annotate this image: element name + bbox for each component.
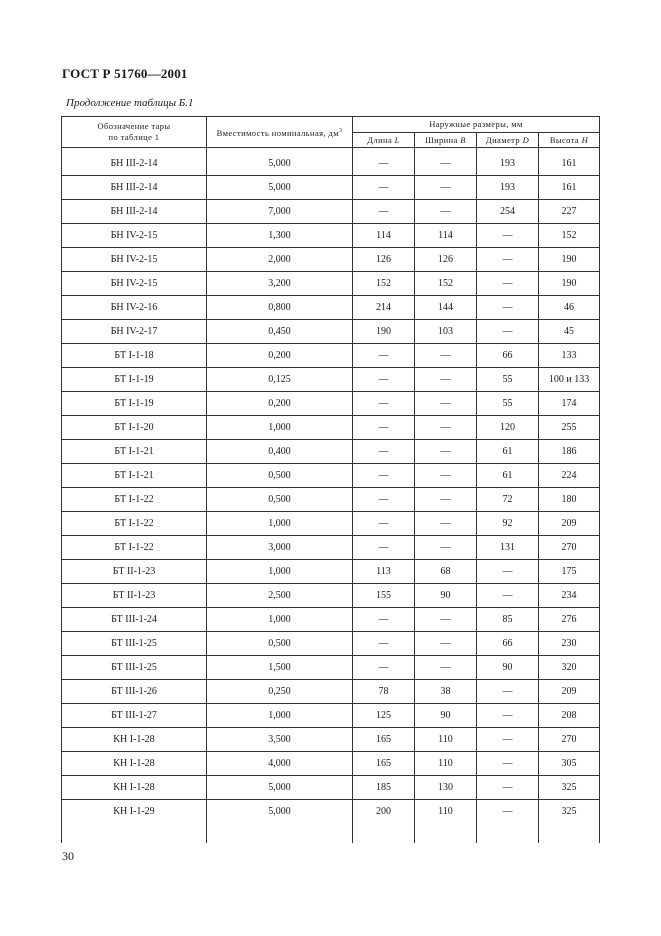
cell-length: 155 [353, 584, 415, 608]
cell-designation: БН IV-2-15 [62, 272, 207, 296]
cell-diameter: 61 [477, 440, 539, 464]
cell-designation: КН I-1-28 [62, 728, 207, 752]
cell-capacity: 1,000 [207, 704, 353, 728]
cell-designation: БТ III-1-27 [62, 704, 207, 728]
cell-designation: БН III-2-14 [62, 152, 207, 176]
cell-designation: БТ I-1-19 [62, 368, 207, 392]
header-width: Ширина B [415, 133, 477, 148]
cell-designation: БТ I-1-22 [62, 512, 207, 536]
cell-width: 130 [415, 776, 477, 800]
cell-capacity: 0,125 [207, 368, 353, 392]
cell-height: 255 [539, 416, 600, 440]
cell-height: 190 [539, 272, 600, 296]
cell-height: 161 [539, 176, 600, 200]
cell-designation: БН IV-2-15 [62, 248, 207, 272]
cell-height: 152 [539, 224, 600, 248]
cell-length: — [353, 632, 415, 656]
cell-width: 110 [415, 800, 477, 824]
header-outer-dimensions: Наружные размеры, мм [353, 117, 600, 133]
cell-height: 174 [539, 392, 600, 416]
cell-capacity: 0,200 [207, 392, 353, 416]
cell-height: 180 [539, 488, 600, 512]
cell-designation: БТ I-1-18 [62, 344, 207, 368]
cell-width: 110 [415, 752, 477, 776]
cell-diameter: — [477, 680, 539, 704]
cell-width: 126 [415, 248, 477, 272]
cell-length: 214 [353, 296, 415, 320]
cell-diameter: — [477, 296, 539, 320]
cell-width: 90 [415, 704, 477, 728]
cell-height: 175 [539, 560, 600, 584]
cell-designation: БН IV-2-16 [62, 296, 207, 320]
cell-length: 200 [353, 800, 415, 824]
cell-length: — [353, 368, 415, 392]
cell-width: 152 [415, 272, 477, 296]
cell-diameter: — [477, 320, 539, 344]
header-capacity-label: Вместимость номинальная, дм [216, 127, 340, 138]
cell-capacity: 0,500 [207, 632, 353, 656]
cell-height: 209 [539, 680, 600, 704]
cell-width: — [415, 512, 477, 536]
cell-diameter: — [477, 248, 539, 272]
document-code: ГОСТ Р 51760—2001 [62, 66, 188, 81]
cell-diameter: — [477, 272, 539, 296]
cell-height: 270 [539, 728, 600, 752]
cell-designation: КН I-1-29 [62, 800, 207, 824]
tail-cell [207, 823, 353, 843]
table-row [62, 296, 600, 320]
cell-height: 325 [539, 776, 600, 800]
header-height: Высота H [539, 133, 600, 148]
cell-height: 45 [539, 320, 600, 344]
cell-diameter: — [477, 800, 539, 824]
cell-length: — [353, 392, 415, 416]
cell-diameter: — [477, 728, 539, 752]
cell-designation: БН IV-2-15 [62, 224, 207, 248]
cell-capacity: 0,500 [207, 488, 353, 512]
cell-length: 165 [353, 752, 415, 776]
cell-diameter: 66 [477, 344, 539, 368]
cell-width: — [415, 416, 477, 440]
cell-length: — [353, 176, 415, 200]
table-row [62, 272, 600, 296]
cell-width: — [415, 368, 477, 392]
table-row [62, 344, 600, 368]
cell-length: — [353, 488, 415, 512]
table-row [62, 584, 600, 608]
cell-width: — [415, 656, 477, 680]
cell-height: 133 [539, 344, 600, 368]
cell-length: 125 [353, 704, 415, 728]
cell-capacity: 2,500 [207, 584, 353, 608]
cell-diameter: 131 [477, 536, 539, 560]
cell-height: 46 [539, 296, 600, 320]
cell-length: 152 [353, 272, 415, 296]
cell-height: 234 [539, 584, 600, 608]
cell-capacity: 5,000 [207, 152, 353, 176]
cell-designation: БТ I-1-20 [62, 416, 207, 440]
tail-cell [62, 823, 207, 843]
table-row [62, 416, 600, 440]
table-row [62, 464, 600, 488]
header-designation-line2: по таблице 1 [108, 132, 160, 142]
cell-capacity: 1,000 [207, 560, 353, 584]
table-row [62, 608, 600, 632]
cell-designation: КН I-1-28 [62, 776, 207, 800]
table-row [62, 536, 600, 560]
cell-diameter: — [477, 752, 539, 776]
cell-height: 230 [539, 632, 600, 656]
cell-width: — [415, 488, 477, 512]
tail-cell [539, 823, 600, 843]
cell-height: 325 [539, 800, 600, 824]
cell-height: 227 [539, 200, 600, 224]
cell-length: — [353, 608, 415, 632]
cell-designation: БТ I-1-22 [62, 488, 207, 512]
table-row [62, 368, 600, 392]
cell-width: — [415, 176, 477, 200]
cell-capacity: 1,000 [207, 512, 353, 536]
cell-designation: БТ I-1-22 [62, 536, 207, 560]
cell-diameter: 193 [477, 176, 539, 200]
cell-height: 270 [539, 536, 600, 560]
cell-diameter: — [477, 584, 539, 608]
table-row [62, 680, 600, 704]
cell-capacity: 3,200 [207, 272, 353, 296]
cell-width: 103 [415, 320, 477, 344]
cell-capacity: 4,000 [207, 752, 353, 776]
table-row [62, 320, 600, 344]
cell-width: — [415, 152, 477, 176]
table-row [62, 728, 600, 752]
table-row [62, 176, 600, 200]
cell-length: 78 [353, 680, 415, 704]
cell-designation: БТ I-1-19 [62, 392, 207, 416]
cell-width: 38 [415, 680, 477, 704]
cell-length: 165 [353, 728, 415, 752]
header-diameter: Диаметр D [477, 133, 539, 148]
cell-height: 208 [539, 704, 600, 728]
table-row [62, 800, 600, 824]
cell-designation: БТ III-1-26 [62, 680, 207, 704]
cell-height: 100 и 133 [539, 368, 600, 392]
table-body [62, 152, 600, 843]
cell-designation: БН III-2-14 [62, 176, 207, 200]
table-row [62, 440, 600, 464]
cell-capacity: 0,450 [207, 320, 353, 344]
cell-designation: БТ I-1-21 [62, 440, 207, 464]
cell-height: 190 [539, 248, 600, 272]
cell-length: 114 [353, 224, 415, 248]
cell-capacity: 2,000 [207, 248, 353, 272]
cell-length: — [353, 200, 415, 224]
table-row [62, 488, 600, 512]
cell-width: — [415, 608, 477, 632]
page-number: 30 [62, 849, 74, 863]
cell-width: — [415, 392, 477, 416]
cell-length: 126 [353, 248, 415, 272]
cell-diameter: 120 [477, 416, 539, 440]
cell-width: — [415, 632, 477, 656]
cell-designation: БТ I-1-21 [62, 464, 207, 488]
cell-diameter: 193 [477, 152, 539, 176]
cell-designation: БТ II-1-23 [62, 560, 207, 584]
cell-length: 113 [353, 560, 415, 584]
table-row [62, 200, 600, 224]
table-row [62, 392, 600, 416]
cell-capacity: 7,000 [207, 200, 353, 224]
table-row [62, 560, 600, 584]
cell-length: — [353, 416, 415, 440]
cell-length: 185 [353, 776, 415, 800]
cell-capacity: 1,500 [207, 656, 353, 680]
cell-width: — [415, 344, 477, 368]
cell-designation: БН IV-2-17 [62, 320, 207, 344]
cell-width: — [415, 440, 477, 464]
cell-width: 68 [415, 560, 477, 584]
cell-width: 114 [415, 224, 477, 248]
table-row [62, 776, 600, 800]
cell-designation: БТ II-1-23 [62, 584, 207, 608]
cell-width: — [415, 200, 477, 224]
cell-designation: БН III-2-14 [62, 200, 207, 224]
cell-length: — [353, 440, 415, 464]
cell-capacity: 0,800 [207, 296, 353, 320]
dimensions-table [61, 116, 600, 843]
cell-height: 186 [539, 440, 600, 464]
cell-diameter: 92 [477, 512, 539, 536]
cell-width: — [415, 464, 477, 488]
header-designation [62, 117, 207, 148]
header-designation-line1: Обозначение тары [97, 121, 171, 131]
cell-diameter: 90 [477, 656, 539, 680]
cell-designation: КН I-1-28 [62, 752, 207, 776]
cell-height: 305 [539, 752, 600, 776]
cell-diameter: 254 [477, 200, 539, 224]
cell-length: 190 [353, 320, 415, 344]
cell-height: 209 [539, 512, 600, 536]
table-row [62, 248, 600, 272]
cell-capacity: 0,250 [207, 680, 353, 704]
cell-capacity: 0,400 [207, 440, 353, 464]
table-row [62, 152, 600, 176]
cell-capacity: 1,000 [207, 608, 353, 632]
cell-diameter: 55 [477, 368, 539, 392]
cell-capacity: 0,200 [207, 344, 353, 368]
header-capacity-unit-sup: 3 [339, 127, 343, 134]
cell-height: 224 [539, 464, 600, 488]
cell-height: 320 [539, 656, 600, 680]
cell-height: 276 [539, 608, 600, 632]
cell-designation: БТ III-1-24 [62, 608, 207, 632]
cell-width: 90 [415, 584, 477, 608]
cell-diameter: — [477, 704, 539, 728]
cell-diameter: — [477, 224, 539, 248]
cell-capacity: 3,500 [207, 728, 353, 752]
cell-length: — [353, 512, 415, 536]
cell-diameter: 72 [477, 488, 539, 512]
table-tail-spacer [62, 823, 600, 843]
table-caption: Продолжение таблицы Б.1 [66, 97, 194, 109]
tail-cell [353, 823, 415, 843]
table-row [62, 224, 600, 248]
cell-width: 110 [415, 728, 477, 752]
cell-height: 161 [539, 152, 600, 176]
table-row [62, 512, 600, 536]
cell-diameter: 61 [477, 464, 539, 488]
table-row [62, 656, 600, 680]
cell-designation: БТ III-1-25 [62, 632, 207, 656]
cell-capacity: 5,000 [207, 776, 353, 800]
cell-capacity: 3,000 [207, 536, 353, 560]
header-length: Длина L [353, 133, 415, 148]
cell-length: — [353, 464, 415, 488]
cell-length: — [353, 152, 415, 176]
cell-length: — [353, 656, 415, 680]
header-capacity [207, 117, 353, 148]
cell-diameter: — [477, 560, 539, 584]
cell-capacity: 1,000 [207, 416, 353, 440]
table-row [62, 752, 600, 776]
cell-diameter: — [477, 776, 539, 800]
cell-capacity: 0,500 [207, 464, 353, 488]
cell-diameter: 66 [477, 632, 539, 656]
table-row [62, 632, 600, 656]
tail-cell [477, 823, 539, 843]
tail-cell [415, 823, 477, 843]
cell-width: — [415, 536, 477, 560]
cell-designation: БТ III-1-25 [62, 656, 207, 680]
cell-capacity: 1,300 [207, 224, 353, 248]
cell-capacity: 5,000 [207, 176, 353, 200]
cell-diameter: 85 [477, 608, 539, 632]
cell-length: — [353, 536, 415, 560]
table-row [62, 704, 600, 728]
cell-width: 144 [415, 296, 477, 320]
cell-capacity: 5,000 [207, 800, 353, 824]
cell-length: — [353, 344, 415, 368]
cell-diameter: 55 [477, 392, 539, 416]
